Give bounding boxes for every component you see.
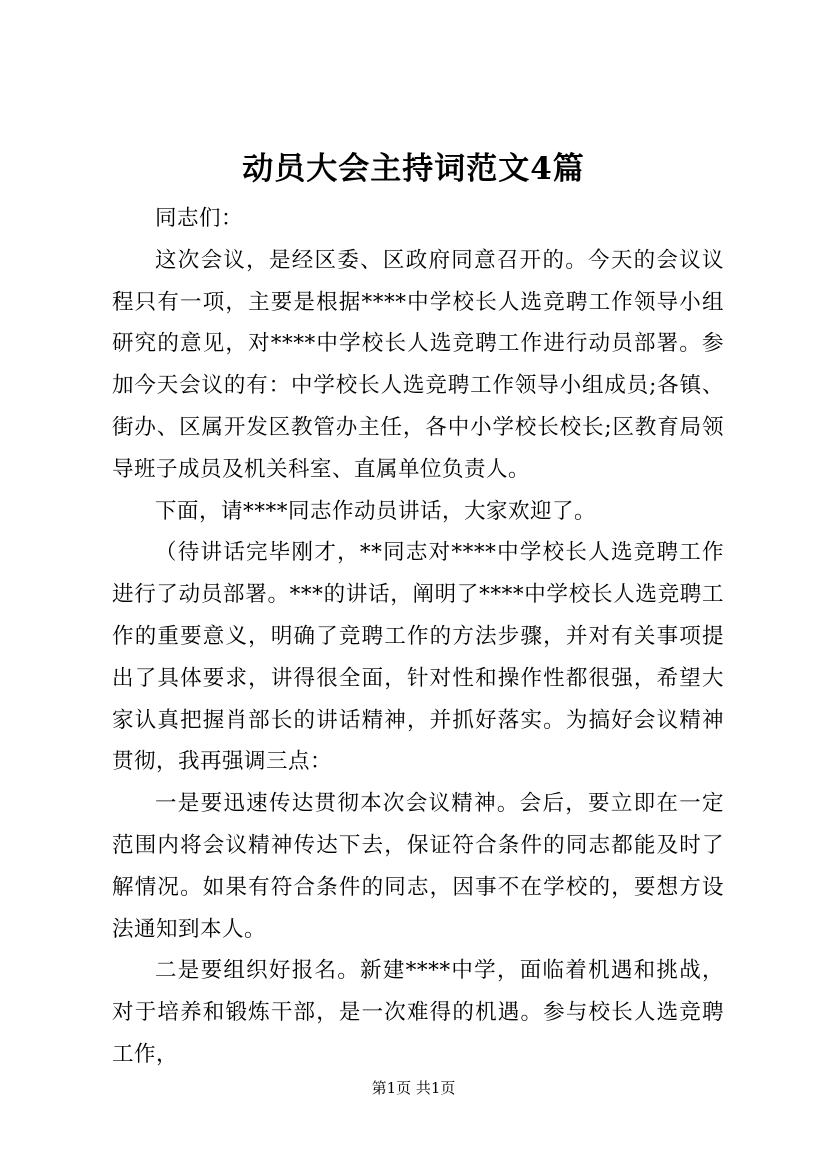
paragraph-invite-speech: 下面，请****同志作动员讲话，大家欢迎了。	[155, 498, 597, 524]
document-title: 动员大会主持词范文4篇	[242, 151, 585, 187]
paragraph-point-two: 二是要组织好报名。新建****中学，面临着机遇和挑战，对于培养和锻炼干部，是一次难得的机遇。参与校长人选竞聘工作，	[112, 958, 724, 1067]
paragraph-meeting-intro: 这次会议，是经区委、区政府同意召开的。今天的会议议程只有一项，主要是根据****中学校长人选竞聘工作领导小组研究的意见，对****中学校长人选竞聘工作进行动员部署。参加今天会议的有：中学校长人选竞聘工作领导小组成员;各镇、街办、区属开发区教管办主任，各中小学校长校长;区教育局领导班子成员及机关科室、直属单位负责人。	[112, 247, 724, 482]
paragraph-point-one: 一是要迅速传达贯彻本次会议精神。会后，要立即在一定范围内将会议精神传达下去，保证符合条件的同志都能及时了解情况。如果有符合条件的同志，因事不在学校的，要想方设法通知到本人。	[112, 791, 724, 942]
paragraph-greeting: 同志们：	[155, 206, 244, 231]
paragraph-speech-summary: （待讲话完毕刚才，**同志对****中学校长人选竞聘工作进行了动员部署。***的讲话，阐明了****中学校长人选竞聘工作的重要意义，明确了竞聘工作的方法步骤，并对有关事项提出了具体要求，讲得很全面，针对性和操作性都很强，希望大家认真把握肖部长的讲话精神，并抓好落实。为搞好会议精神贯彻，我再强调三点：	[112, 540, 724, 775]
page-footer: 第1页 共1页	[371, 1079, 456, 1097]
document-body	[112, 198, 724, 1076]
